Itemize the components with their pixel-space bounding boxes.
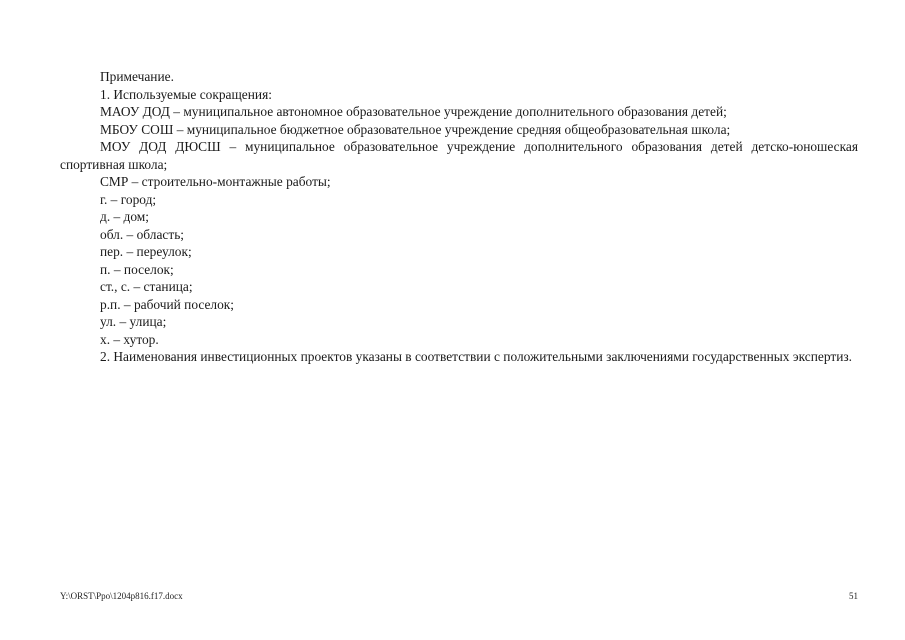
footer-file-path: Y:\ORST\Ppo\1204p816.f17.docx	[60, 591, 183, 601]
abbreviation-stanitsa: ст., с. – станица;	[100, 279, 193, 294]
abbreviation-city: г. – город;	[100, 191, 157, 207]
abbreviation-street: ул. – улица;	[100, 314, 167, 329]
abbreviation-settlement: п. – поселок;	[100, 261, 174, 277]
abbreviation-workers-settlement: р.п. – рабочий поселок;	[100, 296, 235, 312]
note-heading: Примечание.	[100, 69, 174, 84]
note-item-2: 2. Наименования инвестиционных проектов указаны в соответствии с положительными заключениями государственных экспертиз.	[100, 349, 852, 364]
note-section	[60, 68, 858, 366]
abbreviation-region: обл. – область;	[100, 226, 185, 242]
abbreviation-mou-dod-dyussh: МОУ ДОД ДЮСШ – муниципальное образовательное учреждение дополнительного образования детей детско-юношеская спортивная школа;	[60, 139, 858, 172]
abbreviation-smr: СМР – строительно-монтажные работы;	[100, 174, 331, 189]
abbreviation-khutor: х. – хутор.	[100, 331, 159, 347]
abbreviation-house: д. – дом;	[100, 209, 149, 224]
abbreviation-maou-dod: МАОУ ДОД – муниципальное автономное образовательное учреждение дополнительного образования детей;	[100, 104, 727, 119]
abbreviation-lane: пер. – переулок;	[100, 244, 192, 259]
footer-page-number: 51	[849, 591, 858, 601]
abbreviations-title: 1. Используемые сокращения:	[100, 86, 272, 102]
abbreviation-mbou-sosh: МБОУ СОШ – муниципальное бюджетное образовательное учреждение средняя общеобразовательная школа;	[100, 121, 731, 137]
